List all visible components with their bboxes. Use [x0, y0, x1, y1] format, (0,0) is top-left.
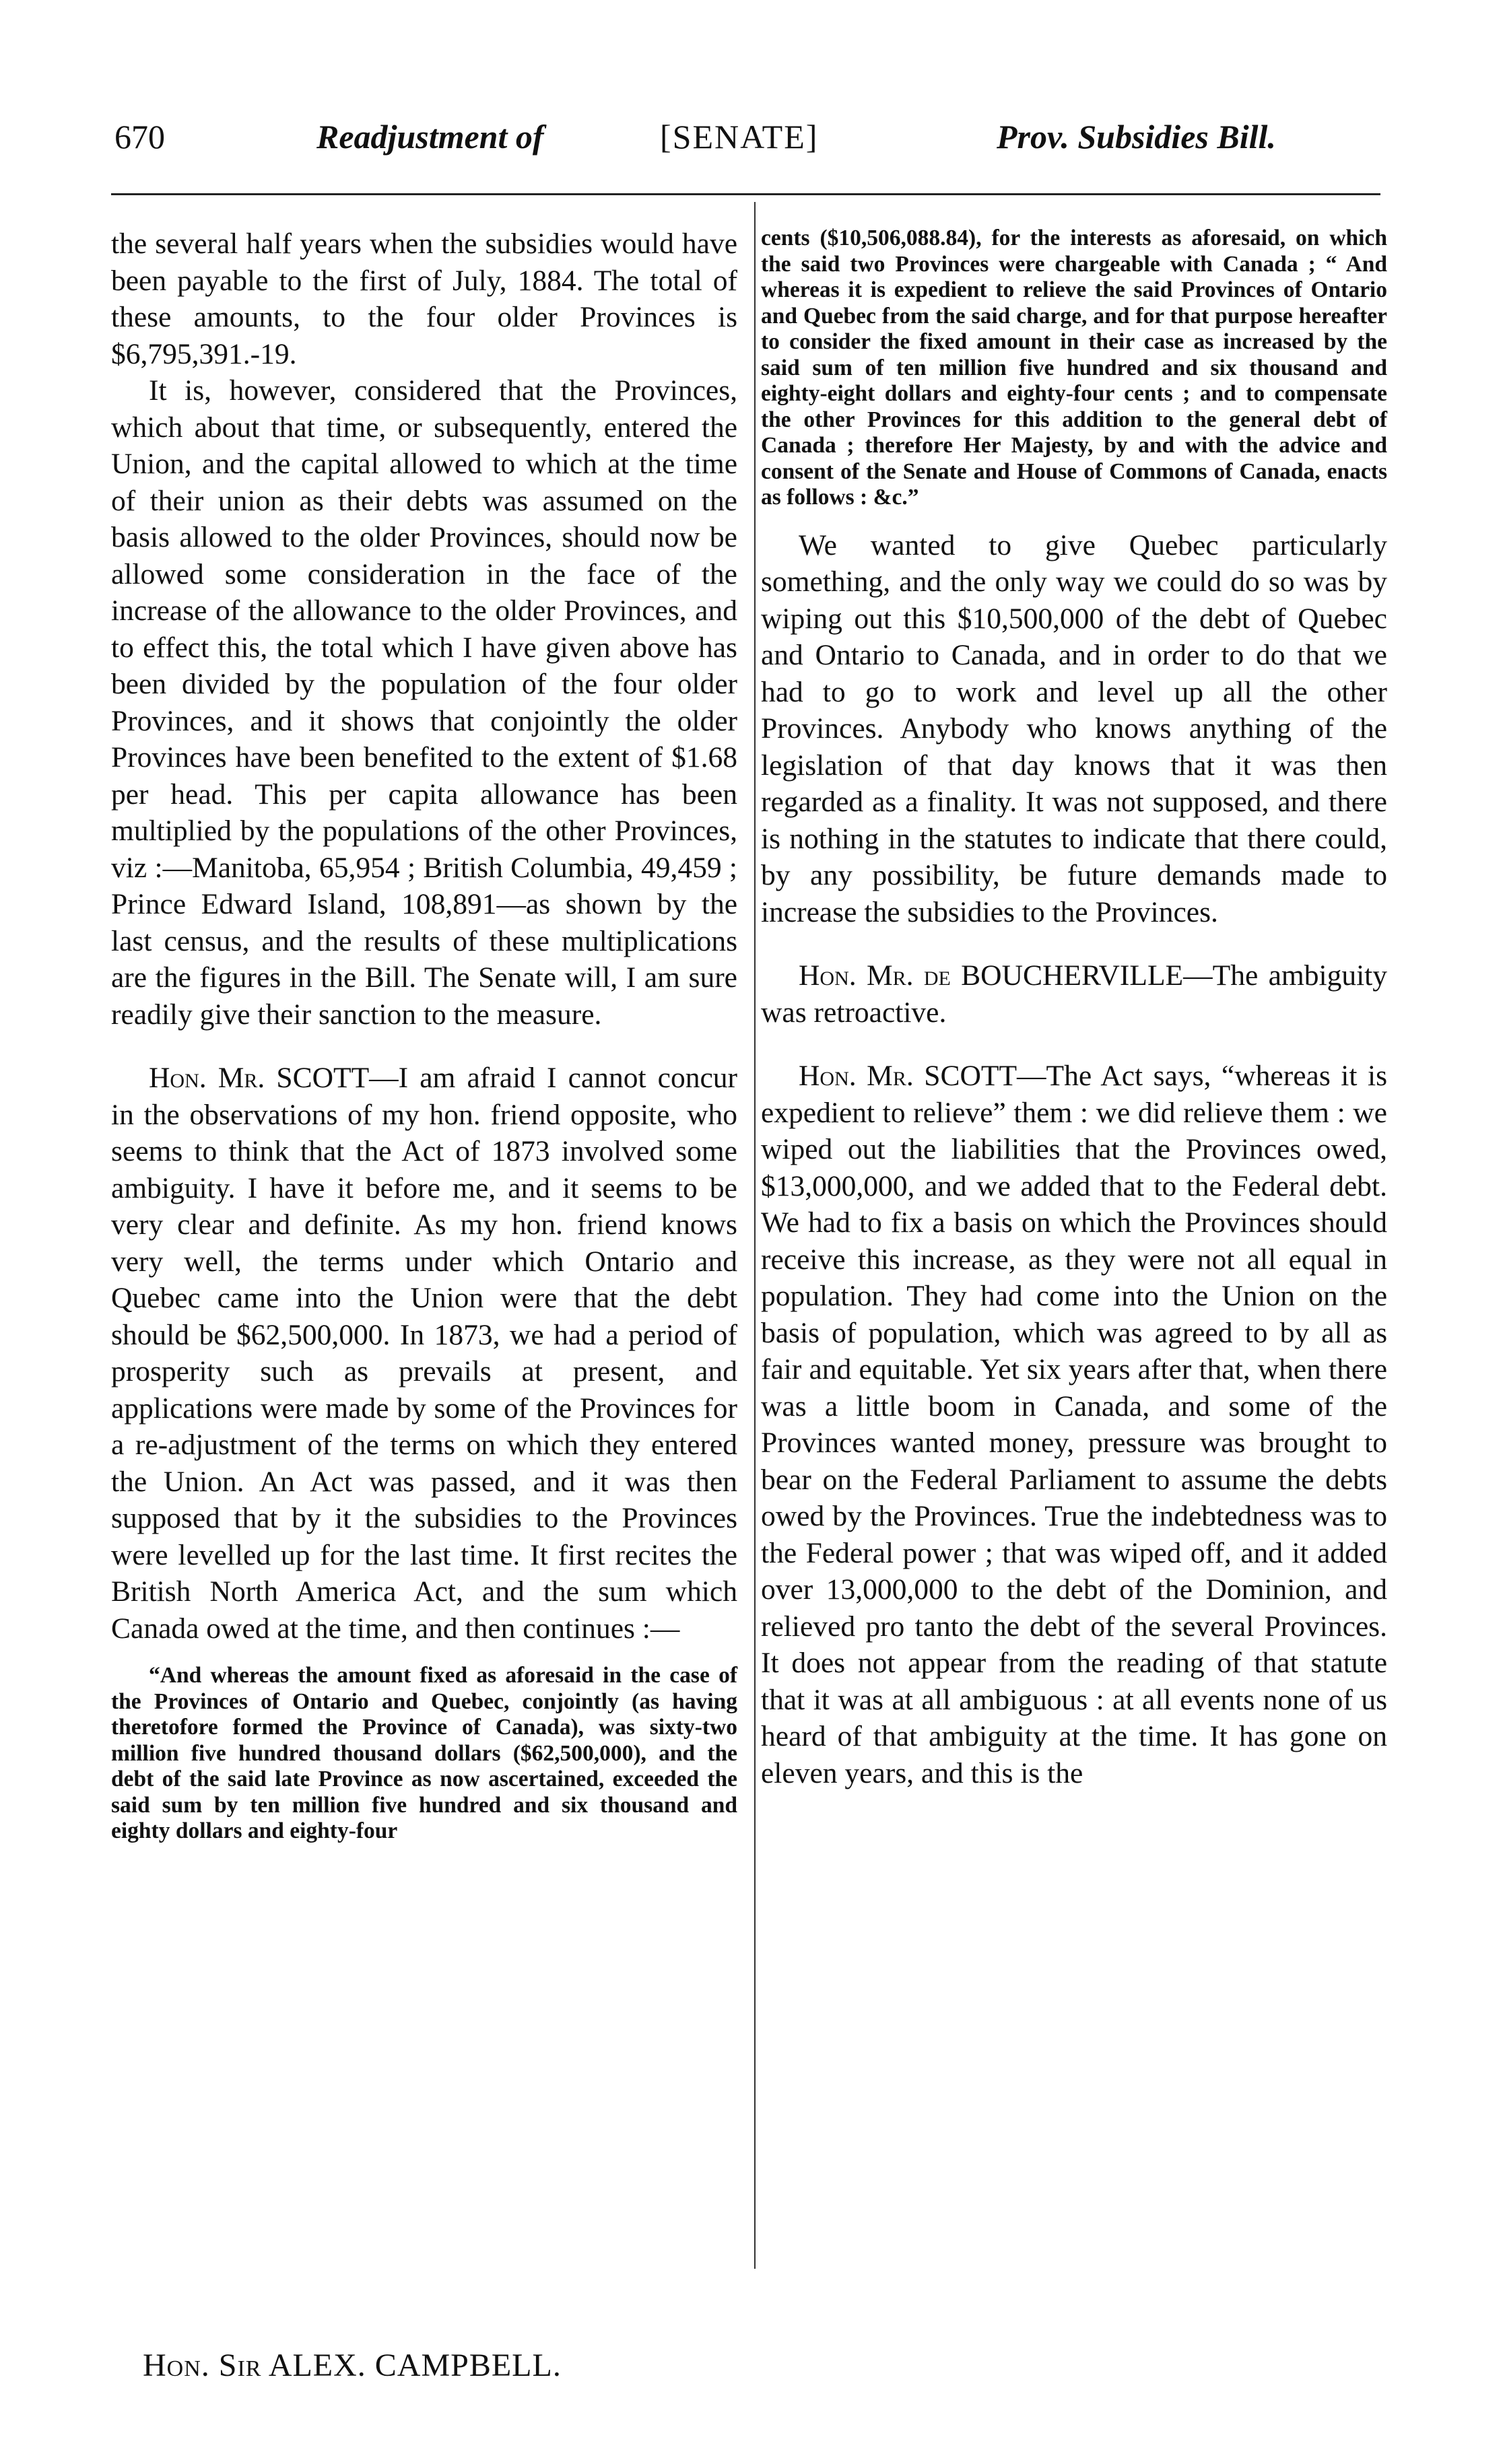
column-divider	[754, 202, 756, 2269]
right-paragraph-1: We wanted to give Quebec particularly something, and the only way we could do so was by wiping out this $10,500,000 of the debt of Quebec and Ontario to Canada, and in order to do that we had to go to work and level up all the other Provinces. Anybody who knows anything of the legislation of that day knows that it was then regarded as a finality. It was not supposed, and there is nothing in the statutes to indicate that there could, by any possibility, be future demands made to increase the subsidies to the Provinces.	[761, 528, 1387, 928]
running-header	[114, 113, 1394, 160]
speaker-name: Hon. Mr. SCOTT	[149, 1062, 370, 1094]
header-chamber: [SENATE]	[660, 118, 819, 156]
left-quote: “And whereas the amount fixed as aforesaid in the case of the Provinces of Ontario and Quebec, conjointly (as having theretofore formed the Province of Canada), was sixty-two million five hundred thousand dollars ($62,500,000), and the debt of the said late Province as now ascertained, exceeded the said sum by ten million five hundred and six thousand and eighty dollars and eighty-four	[111, 1663, 737, 1843]
left-paragraph-1: the several half years when the subsidies would have been payable to the first of July, 1884. The total of these amounts, to the four older Provinces is $6,795,391.-19.	[111, 228, 737, 370]
right-quote: cents ($10,506,088.84), for the interests as aforesaid, on which the said two Provinces were chargeable with Canada ; “ And whereas it is expedient to relieve the said Provinces of Ontario and Quebec from the said charge, and for that purpose hereafter to consider the fixed amount in their case as increased by the said sum of ten million five hundred and six thousand and eighty-eight dollars and eighty-four cents ; and to compensate the other Provinces for this addition to the general debt of Canada ; therefore Her Majesty, by and with the advice and consent of the Senate and House of Commons of Canada, enacts as follows : &c.”	[761, 226, 1387, 510]
left-paragraph-scott	[111, 1060, 737, 1647]
left-paragraph-2: It is, however, considered that the Provinces, which about that time, or subsequently, entered the Union, and the capital allowed to which at the time of their union as their debts was assumed on the basis allowed to the older Provinces, should now be allowed some consideration in the face of the increase of the allowance to the older Provinces, and to effect this, the total which I have given above has been divided by the population of the four older Provinces, and it shows that conjointly the older Provinces have been benefited to the extent of $1.68 per head. This per capita allowance has been multiplied by the populations of the other Provinces, viz :—Manitoba, 65,954 ; British Columbia, 49,459 ; Prince Edward Island, 108,891—as shown by the last census, and the results of these multiplications are the figures in the Bill. The Senate will, I am sure readily give their sanction to the measure.	[111, 374, 737, 1031]
right-paragraph-scott	[761, 1058, 1387, 1791]
header-title-right: Prov. Subsidies Bill.	[997, 118, 1276, 156]
right-paragraph-boucherville	[761, 957, 1387, 1031]
footer-speaker: Hon. Sir ALEX. CAMPBELL.	[143, 2348, 562, 2383]
speech-text: —The ambiguity was retroactive.	[761, 959, 1387, 1029]
speech-text: —The Act says, “whereas it is expedient to relieve” them : we did relieve them : we wiped out the liabilities that the Provinces owed, $13,000,000, and we added that to the Federal debt. We had to fix a basis on which the Provinces should receive this increase, as they were not all equal in population. They had come into the Union on the basis of population, which was agreed to by all as fair and equitable. Yet six years after that, when there was a little boom in Canada, and some of the Provinces wanted money, pressure was brought to bear on the Federal Parliament to assume the debts owed by the Provinces. True the indebtedness was to the Federal power ; that was wiped off, and it added over 13,000,000 to the debt of the Dominion, and relieved pro tanto the debt of the several Provinces. It does not appear from the reading of that statute that it was at all ambiguous : at all events none of us heard of that ambiguity at the time. It has gone on eleven years, and this is the	[761, 1060, 1387, 1789]
header-title-left: Readjustment of	[316, 118, 544, 156]
left-column	[111, 226, 737, 1845]
right-column	[761, 226, 1387, 1791]
header-rule	[111, 193, 1380, 195]
speech-text: —I am afraid I cannot concur in the observations of my hon. friend opposite, who seems to think that the Act of 1873 involved some ambiguity. I have it before me, and it seems to be very clear and definite. As my hon. friend knows very well, the terms under which Ontario and Quebec came into the Union were that the debt should be $62,500,000. In 1873, we had a period of prosperity such as prevails at present, and applications were made by some of the Provinces for a re-adjustment of the terms on which they entered the Union. An Act was passed, and it was then supposed that by it the subsidies to the Provinces were levelled up for the last time. It first recites the British North America Act, and the sum which Canada owed at the time, and then continues :—	[111, 1062, 737, 1645]
speaker-name: Hon. Mr. de BOUCHERVILLE	[799, 959, 1184, 992]
page-number: 670	[114, 118, 165, 156]
speaker-name: Hon. Mr. SCOTT	[799, 1060, 1017, 1092]
